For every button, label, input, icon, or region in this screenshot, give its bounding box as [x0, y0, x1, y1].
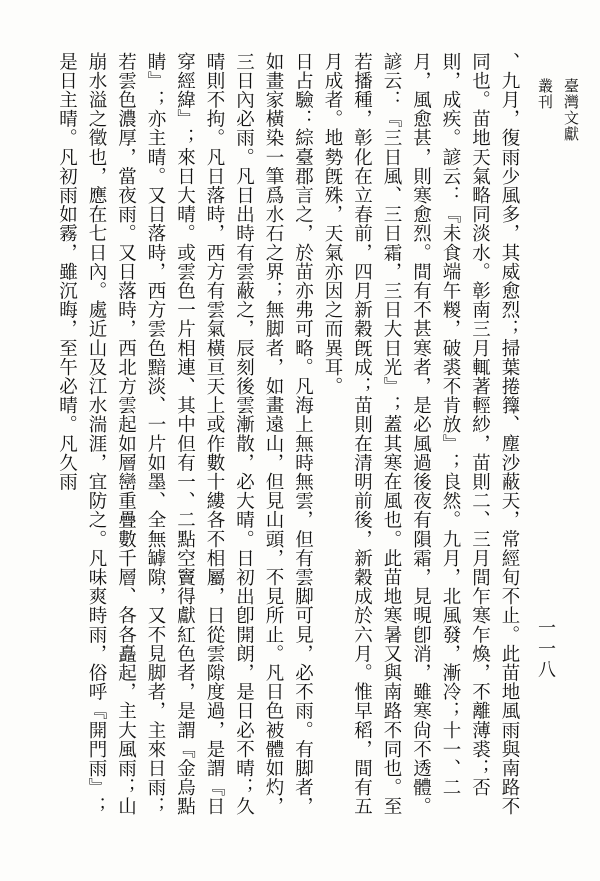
paragraph-weather-divination: 日占驗：綜臺郡言之，於苗亦弗可略。凡海上無時無雲，但有雲脚可見，必不雨。有脚者，如畫家橫染一筆爲水石之界；無脚者，如畫遠山，但見山頭，不見所止。凡日色被體如灼，三日內必雨。凡日出時有雲蔽之，辰刻後雲漸散，必大晴。日初出卽開朗，是日必不晴；久晴則不拘。凡日落時，西方有雲氣橫亘天上或作數十縷各不相屬，日從雲隙度過，是謂『日穿經緯』；來日大晴。或雲色一片相連、其中但有一、二點空竇得獻紅色者，是謂『金烏點睛』；亦主晴。又日落時，西方雲色黯淡、一片如墨、全無罅隙，又不見脚者，主來日雨；若雲色濃厚，當夜雨。又日落時，西北方雲起如層巒重疊數千層、各各矗起，主大風雨；山崩水溢之徵也，應在七日內。處近山及江水湍涯，宜防之。凡味爽時雨，俗呼『開門雨』；是日主晴。凡初雨如霧，雖沉晦，至午必晴。凡久雨 — [56, 52, 314, 816]
page-number: 一一八 — [535, 618, 556, 681]
paragraph-weather-notes: 、九月，復雨少風多，其威愈烈；掃葉捲籜、塵沙蔽天，常經旬不止。此苗地風雨與南路不同也。苗地天氣略同淡水。彰南三月輒著輕紗，苗則二、三月間乍寒乍煥，不離薄裘；否則，成疾。諺云：『未食端午糉，破裘不肯放』；良然。九月，北風發，漸冷；十一、二月，風愈甚，則寒愈烈。間有不甚寒者，是必風過後夜有隕霜，見晛卽消，雖寒尙不透體。諺云：『三日風、三日霜，三日大日光』；蓋其寒在風也。此苗地寒暑又與南路不同也。至若播種，彰化在立春前，四月新穀旣成；苗則在清明前後，新穀成於六月。惟早稻，間有五月成者。地勢旣殊，天氣亦因之而異耳。 — [322, 52, 520, 816]
running-header — [532, 0, 580, 145]
main-text-block — [54, 52, 524, 827]
book-series-title: 臺灣文獻叢刊 — [536, 78, 580, 142]
